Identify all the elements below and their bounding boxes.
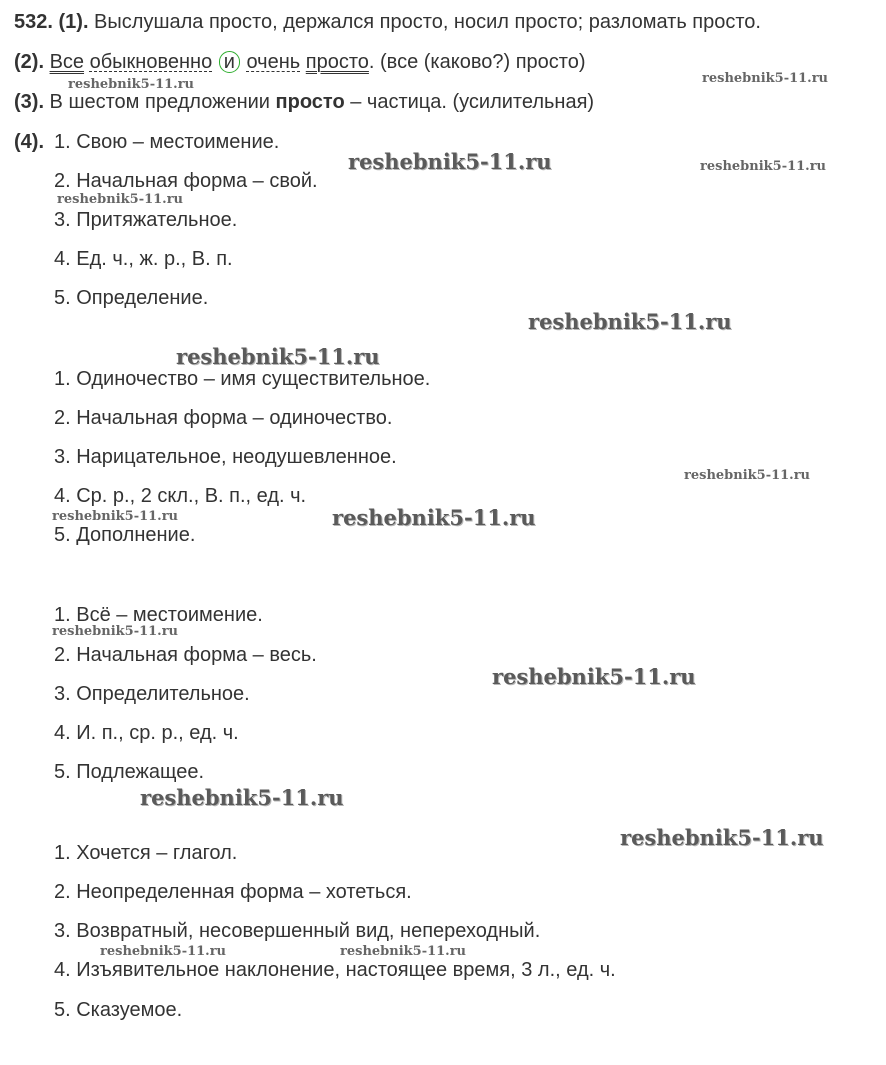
watermark: reshebnik5-11.ru [700, 159, 827, 174]
part2-line [14, 50, 586, 74]
block3-item: 2. Начальная форма – весь. [54, 644, 317, 666]
block3-item: 5. Подлежащее. [54, 761, 205, 783]
block4-item: 3. Возвратный, несовершенный вид, непереходный. [54, 920, 541, 942]
watermark: reshebnik5-11.ru [620, 825, 824, 850]
block2-item: 1. Одиночество – имя существительное. [54, 368, 431, 390]
block3-item: 1. Всё – местоимение. [54, 604, 263, 626]
block4-item: 5. Сказуемое. [54, 999, 183, 1021]
watermark: reshebnik5-11.ru [332, 505, 536, 530]
part3-bold-word: просто [275, 91, 345, 113]
block1-item: 1. Свою – местоимение. [54, 131, 280, 153]
block2-item: 2. Начальная форма – одиночество. [54, 407, 393, 429]
watermark: reshebnik5-11.ru [176, 344, 380, 369]
part3-label: (3). [14, 91, 44, 113]
watermark: reshebnik5-11.ru [140, 785, 344, 810]
watermark: reshebnik5-11.ru [68, 77, 195, 92]
predicate-word: просто [305, 51, 369, 73]
block1-item: 3. Притяжательное. [54, 209, 238, 231]
block1-item: 2. Начальная форма – свой. [54, 170, 318, 192]
part1-line [14, 10, 761, 34]
part3-line [14, 90, 594, 114]
part1-text: Выслушала просто, держался просто, носил просто; разломать просто. [88, 11, 761, 33]
block4-item: 1. Хочется – глагол. [54, 842, 238, 864]
watermark: reshebnik5-11.ru [340, 944, 467, 959]
part2-rest: . (все (каково?) просто) [368, 51, 586, 73]
block4-item: 4. Изъявительное наклонение, настоящее время, 3 л., ед. ч. [54, 959, 616, 981]
part1-label: (1). [58, 11, 89, 33]
watermark: reshebnik5-11.ru [684, 468, 811, 483]
block3-item: 3. Определительное. [54, 683, 250, 705]
watermark: reshebnik5-11.ru [528, 309, 732, 334]
part2-label: (2). [14, 51, 44, 73]
watermark: reshebnik5-11.ru [52, 509, 179, 524]
watermark: reshebnik5-11.ru [100, 944, 227, 959]
block4-item: 2. Неопределенная форма – хотеться. [54, 881, 412, 903]
exercise-number: 532. [14, 11, 53, 33]
block2-item: 3. Нарицательное, неодушевленное. [54, 446, 397, 468]
part3-pre: В шестом предложении [44, 91, 276, 113]
watermark: reshebnik5-11.ru [52, 624, 179, 639]
block1-item: 5. Определение. [54, 287, 209, 309]
part4-label: (4). [14, 131, 44, 153]
subject-word: Все [49, 51, 85, 73]
watermark: reshebnik5-11.ru [702, 71, 829, 86]
adverb-word-2: очень [246, 51, 301, 73]
conjunction-circled: и [219, 51, 240, 73]
watermark: reshebnik5-11.ru [492, 664, 696, 689]
block1-item: 4. Ед. ч., ж. р., В. п. [54, 248, 233, 270]
part3-post: – частица. (усилительная) [344, 91, 595, 113]
block3-item: 4. И. п., ср. р., ед. ч. [54, 722, 239, 744]
block2-item: 4. Ср. р., 2 скл., В. п., ед. ч. [54, 485, 307, 507]
watermark: reshebnik5-11.ru [57, 192, 184, 207]
adverb-word: обыкновенно [89, 51, 213, 73]
watermark: reshebnik5-11.ru [348, 149, 552, 174]
block2-item: 5. Дополнение. [54, 524, 196, 546]
